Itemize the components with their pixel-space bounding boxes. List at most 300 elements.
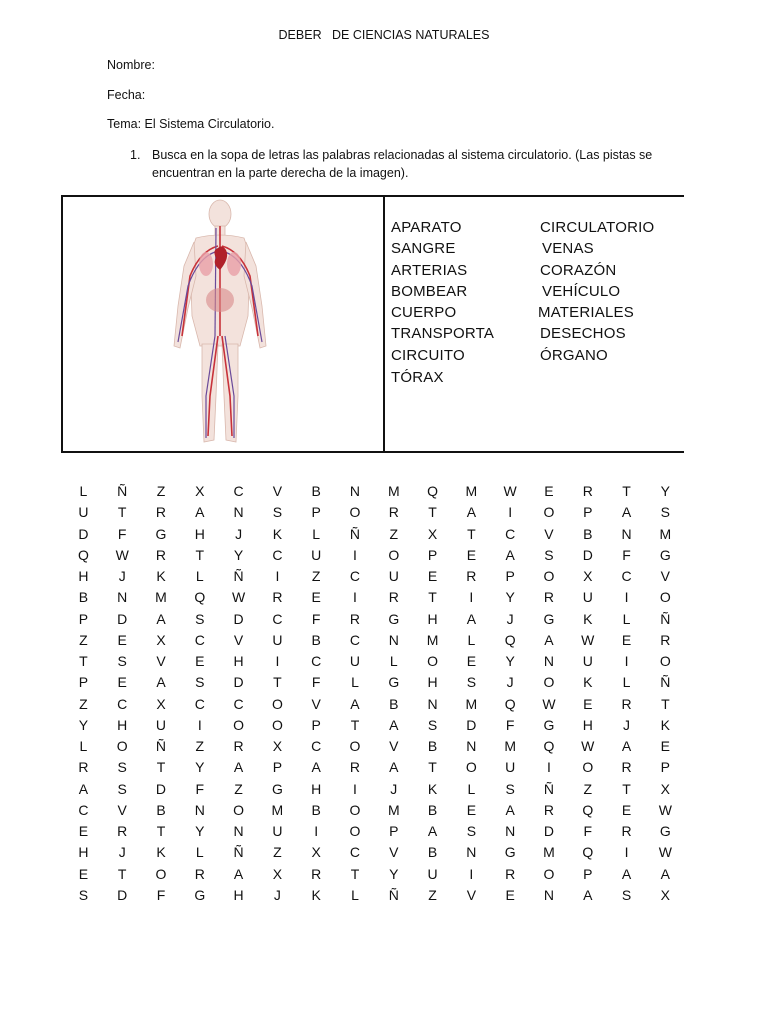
grid-letter[interactable]: N bbox=[466, 738, 477, 754]
grid-letter[interactable]: H bbox=[117, 716, 128, 733]
grid-letter[interactable]: T bbox=[428, 504, 437, 521]
grid-letter[interactable]: K bbox=[272, 525, 283, 542]
grid-letter[interactable]: C bbox=[272, 610, 283, 627]
grid-letter[interactable]: L bbox=[389, 653, 398, 669]
grid-letter[interactable]: P bbox=[583, 865, 593, 882]
grid-letter[interactable]: Ñ bbox=[660, 610, 671, 627]
grid-letter[interactable]: P bbox=[272, 759, 283, 776]
grid-letter[interactable]: R bbox=[505, 865, 516, 882]
grid-letter[interactable]: D bbox=[233, 674, 244, 691]
grid-letter[interactable]: P bbox=[311, 504, 321, 521]
grid-letter[interactable]: T bbox=[622, 483, 631, 499]
grid-letter[interactable]: O bbox=[233, 801, 245, 818]
grid-letter[interactable]: M bbox=[465, 695, 478, 712]
grid-letter[interactable]: E bbox=[466, 801, 477, 818]
grid-letter[interactable]: A bbox=[389, 759, 399, 776]
grid-letter[interactable]: R bbox=[272, 589, 283, 606]
grid-letter[interactable]: V bbox=[660, 568, 671, 584]
grid-letter[interactable]: T bbox=[156, 823, 166, 839]
grid-letter[interactable]: E bbox=[311, 589, 321, 606]
grid-letter[interactable]: Z bbox=[311, 568, 321, 584]
grid-letter[interactable]: E bbox=[583, 695, 593, 712]
grid-letter[interactable]: E bbox=[621, 631, 632, 648]
grid-letter[interactable]: C bbox=[621, 568, 632, 584]
grid-letter[interactable]: T bbox=[195, 546, 205, 563]
grid-letter[interactable]: P bbox=[505, 568, 515, 584]
grid-letter[interactable]: N bbox=[466, 844, 477, 861]
grid-letter[interactable]: E bbox=[78, 865, 89, 882]
grid-letter[interactable]: Ñ bbox=[543, 780, 555, 797]
grid-letter[interactable]: I bbox=[469, 589, 474, 606]
grid-letter[interactable]: N bbox=[349, 483, 361, 499]
grid-letter[interactable]: B bbox=[311, 801, 321, 818]
grid-letter[interactable]: A bbox=[78, 780, 89, 797]
grid-letter[interactable]: O bbox=[155, 865, 167, 882]
grid-letter[interactable]: K bbox=[583, 610, 593, 627]
grid-letter[interactable]: T bbox=[428, 589, 437, 606]
grid-letter[interactable]: S bbox=[195, 610, 205, 627]
grid-letter[interactable]: A bbox=[621, 504, 632, 521]
grid-letter[interactable]: V bbox=[311, 695, 321, 712]
grid-letter[interactable]: O bbox=[543, 568, 555, 584]
grid-letter[interactable]: C bbox=[194, 631, 205, 648]
grid-letter[interactable]: K bbox=[156, 568, 166, 584]
grid-letter[interactable]: E bbox=[117, 631, 127, 648]
grid-letter[interactable]: S bbox=[427, 716, 438, 733]
grid-letter[interactable]: M bbox=[155, 589, 167, 606]
grid-letter[interactable]: O bbox=[349, 801, 361, 818]
grid-letter[interactable]: A bbox=[621, 738, 632, 754]
grid-letter[interactable]: A bbox=[466, 610, 477, 627]
grid-letter[interactable]: D bbox=[117, 886, 128, 903]
grid-letter[interactable]: H bbox=[233, 886, 244, 903]
grid-letter[interactable]: W bbox=[581, 738, 595, 754]
grid-letter[interactable]: Ñ bbox=[349, 525, 361, 542]
grid-letter[interactable]: Q bbox=[504, 631, 516, 648]
grid-letter[interactable]: Y bbox=[660, 483, 671, 499]
grid-letter[interactable]: S bbox=[621, 886, 632, 903]
grid-letter[interactable]: I bbox=[508, 504, 513, 521]
grid-letter[interactable]: W bbox=[658, 801, 672, 818]
grid-letter[interactable]: R bbox=[117, 823, 128, 839]
grid-letter[interactable]: M bbox=[271, 801, 284, 818]
grid-letter[interactable]: S bbox=[117, 780, 127, 797]
grid-letter[interactable]: I bbox=[197, 716, 202, 733]
grid-letter[interactable]: B bbox=[427, 801, 438, 818]
grid-letter[interactable]: Z bbox=[156, 483, 166, 499]
grid-letter[interactable]: C bbox=[505, 525, 516, 542]
grid-letter[interactable]: Z bbox=[428, 886, 437, 903]
grid-letter[interactable]: X bbox=[660, 886, 671, 903]
grid-letter[interactable]: L bbox=[467, 780, 476, 797]
grid-letter[interactable]: G bbox=[388, 610, 400, 627]
grid-letter[interactable]: T bbox=[117, 865, 127, 882]
grid-letter[interactable]: T bbox=[273, 674, 282, 691]
grid-letter[interactable]: H bbox=[233, 653, 244, 669]
grid-letter[interactable]: R bbox=[388, 589, 399, 606]
grid-letter[interactable]: J bbox=[235, 525, 243, 542]
grid-letter[interactable]: G bbox=[659, 546, 671, 563]
grid-letter[interactable]: O bbox=[271, 695, 283, 712]
grid-letter[interactable]: I bbox=[275, 568, 280, 584]
grid-letter[interactable]: Y bbox=[233, 546, 244, 563]
grid-letter[interactable]: A bbox=[583, 886, 593, 903]
grid-letter[interactable]: N bbox=[427, 695, 438, 712]
grid-letter[interactable]: E bbox=[505, 886, 515, 903]
grid-letter[interactable]: H bbox=[427, 610, 438, 627]
grid-letter[interactable]: S bbox=[272, 504, 283, 521]
grid-letter[interactable]: F bbox=[156, 886, 166, 903]
grid-letter[interactable]: Ñ bbox=[233, 844, 244, 861]
grid-letter[interactable]: K bbox=[311, 886, 321, 903]
grid-letter[interactable]: C bbox=[349, 631, 361, 648]
grid-letter[interactable]: R bbox=[621, 823, 632, 839]
grid-letter[interactable]: Y bbox=[505, 589, 515, 606]
grid-letter[interactable]: X bbox=[195, 483, 205, 499]
grid-letter[interactable]: T bbox=[428, 759, 437, 776]
grid-letter[interactable]: A bbox=[466, 504, 477, 521]
grid-letter[interactable]: L bbox=[622, 674, 631, 691]
grid-letter[interactable]: L bbox=[467, 631, 476, 648]
grid-letter[interactable]: U bbox=[582, 653, 593, 669]
grid-letter[interactable]: A bbox=[311, 759, 321, 776]
grid-letter[interactable]: S bbox=[466, 823, 477, 839]
grid-letter[interactable]: C bbox=[117, 695, 128, 712]
grid-letter[interactable]: Y bbox=[195, 823, 205, 839]
grid-letter[interactable]: T bbox=[117, 504, 127, 521]
grid-letter[interactable]: H bbox=[194, 525, 205, 542]
grid-letter[interactable]: P bbox=[389, 823, 399, 839]
grid-letter[interactable]: L bbox=[351, 674, 359, 691]
grid-letter[interactable]: E bbox=[466, 653, 477, 669]
grid-letter[interactable]: L bbox=[79, 483, 88, 499]
grid-letter[interactable]: M bbox=[659, 525, 672, 542]
grid-letter[interactable]: V bbox=[544, 525, 554, 542]
grid-letter[interactable]: O bbox=[349, 738, 361, 754]
grid-letter[interactable]: E bbox=[621, 801, 632, 818]
grid-letter[interactable]: F bbox=[622, 546, 631, 563]
grid-letter[interactable]: S bbox=[660, 504, 671, 521]
grid-letter[interactable]: H bbox=[78, 844, 89, 861]
grid-letter[interactable]: C bbox=[78, 801, 89, 818]
grid-letter[interactable]: R bbox=[349, 610, 361, 627]
grid-letter[interactable]: T bbox=[350, 865, 360, 882]
grid-letter[interactable]: F bbox=[117, 525, 127, 542]
grid-letter[interactable]: G bbox=[194, 886, 206, 903]
grid-letter[interactable]: P bbox=[583, 504, 593, 521]
grid-letter[interactable]: Q bbox=[427, 483, 439, 499]
grid-letter[interactable]: Y bbox=[195, 759, 205, 776]
grid-letter[interactable]: J bbox=[118, 568, 126, 584]
grid-letter[interactable]: Ñ bbox=[660, 674, 671, 691]
grid-letter[interactable]: Z bbox=[583, 780, 593, 797]
grid-letter[interactable]: O bbox=[233, 716, 245, 733]
grid-letter[interactable]: R bbox=[621, 759, 632, 776]
grid-letter[interactable]: W bbox=[115, 546, 129, 563]
grid-letter[interactable]: Z bbox=[234, 780, 243, 797]
grid-letter[interactable]: I bbox=[624, 589, 629, 606]
grid-letter[interactable]: S bbox=[195, 674, 205, 691]
grid-letter[interactable]: U bbox=[505, 759, 516, 776]
grid-letter[interactable]: N bbox=[233, 823, 244, 839]
grid-letter[interactable]: Y bbox=[78, 716, 89, 733]
grid-letter[interactable]: W bbox=[503, 483, 517, 499]
grid-letter[interactable]: I bbox=[353, 780, 357, 797]
grid-letter[interactable]: W bbox=[542, 695, 556, 712]
grid-letter[interactable]: Z bbox=[79, 695, 88, 712]
grid-letter[interactable]: R bbox=[155, 504, 167, 521]
grid-letter[interactable]: L bbox=[79, 738, 88, 754]
grid-letter[interactable]: J bbox=[118, 844, 126, 861]
grid-letter[interactable]: X bbox=[311, 844, 321, 861]
grid-letter[interactable]: U bbox=[78, 504, 89, 521]
grid-letter[interactable]: I bbox=[547, 759, 551, 776]
grid-letter[interactable]: I bbox=[314, 823, 319, 839]
grid-letter[interactable]: T bbox=[622, 780, 631, 797]
grid-letter[interactable]: O bbox=[543, 865, 555, 882]
grid-letter[interactable]: Z bbox=[389, 525, 399, 542]
grid-letter[interactable]: L bbox=[351, 886, 359, 903]
grid-letter[interactable]: C bbox=[272, 546, 283, 563]
grid-letter[interactable]: H bbox=[427, 674, 438, 691]
grid-letter[interactable]: C bbox=[349, 568, 361, 584]
grid-letter[interactable]: R bbox=[660, 631, 671, 648]
grid-letter[interactable]: D bbox=[155, 780, 167, 797]
grid-letter[interactable]: W bbox=[581, 631, 595, 648]
grid-letter[interactable]: Y bbox=[389, 865, 399, 882]
grid-letter[interactable]: V bbox=[233, 631, 244, 648]
grid-letter[interactable]: Q bbox=[194, 589, 206, 606]
grid-letter[interactable]: K bbox=[156, 844, 166, 861]
grid-letter[interactable]: T bbox=[467, 525, 476, 542]
grid-letter[interactable]: F bbox=[583, 823, 593, 839]
grid-letter[interactable]: A bbox=[505, 546, 515, 563]
grid-letter[interactable]: Ñ bbox=[117, 483, 128, 499]
grid-letter[interactable]: G bbox=[388, 674, 400, 691]
grid-letter[interactable]: Q bbox=[543, 738, 555, 754]
grid-letter[interactable]: E bbox=[195, 653, 205, 669]
grid-letter[interactable]: A bbox=[505, 801, 515, 818]
grid-letter[interactable]: B bbox=[583, 525, 593, 542]
grid-letter[interactable]: G bbox=[504, 844, 516, 861]
grid-letter[interactable]: U bbox=[582, 589, 593, 606]
grid-letter[interactable]: P bbox=[660, 759, 671, 776]
grid-letter[interactable]: I bbox=[624, 844, 629, 861]
grid-letter[interactable]: O bbox=[116, 738, 128, 754]
grid-letter[interactable]: N bbox=[621, 525, 632, 542]
grid-letter[interactable]: N bbox=[194, 801, 205, 818]
grid-letter[interactable]: L bbox=[195, 568, 204, 584]
grid-letter[interactable]: Z bbox=[273, 844, 282, 861]
grid-letter[interactable]: A bbox=[156, 610, 166, 627]
grid-letter[interactable]: A bbox=[660, 865, 671, 882]
grid-letter[interactable]: D bbox=[117, 610, 128, 627]
grid-letter[interactable]: C bbox=[233, 483, 244, 499]
grid-letter[interactable]: M bbox=[387, 801, 400, 818]
grid-letter[interactable]: U bbox=[155, 716, 167, 733]
grid-letter[interactable]: H bbox=[311, 780, 322, 797]
grid-letter[interactable]: N bbox=[388, 631, 399, 648]
grid-letter[interactable]: A bbox=[389, 716, 399, 733]
grid-letter[interactable]: V bbox=[389, 738, 399, 754]
grid-letter[interactable]: R bbox=[233, 738, 244, 754]
grid-letter[interactable]: C bbox=[233, 695, 244, 712]
grid-letter[interactable]: N bbox=[233, 504, 244, 521]
grid-letter[interactable]: N bbox=[505, 823, 516, 839]
grid-letter[interactable]: P bbox=[78, 610, 89, 627]
grid-letter[interactable]: I bbox=[275, 653, 280, 669]
grid-letter[interactable]: C bbox=[311, 738, 322, 754]
grid-letter[interactable]: I bbox=[469, 865, 474, 882]
grid-letter[interactable]: L bbox=[312, 525, 321, 542]
grid-letter[interactable]: N bbox=[117, 589, 128, 606]
grid-letter[interactable]: Q bbox=[77, 546, 89, 563]
grid-letter[interactable]: V bbox=[117, 801, 127, 818]
grid-letter[interactable]: G bbox=[271, 780, 283, 797]
grid-letter[interactable]: Ñ bbox=[155, 738, 167, 754]
grid-letter[interactable]: E bbox=[544, 483, 554, 499]
grid-letter[interactable]: Z bbox=[195, 738, 205, 754]
grid-letter[interactable]: O bbox=[349, 504, 361, 521]
grid-letter[interactable]: O bbox=[582, 759, 594, 776]
grid-letter[interactable]: U bbox=[272, 823, 283, 839]
grid-letter[interactable]: A bbox=[350, 695, 360, 712]
grid-letter[interactable]: G bbox=[543, 716, 555, 733]
grid-letter[interactable]: R bbox=[388, 504, 399, 521]
grid-letter[interactable]: O bbox=[543, 504, 555, 521]
grid-letter[interactable]: J bbox=[623, 716, 631, 733]
grid-letter[interactable]: X bbox=[583, 568, 593, 584]
grid-letter[interactable]: R bbox=[349, 759, 361, 776]
grid-letter[interactable]: O bbox=[659, 653, 671, 669]
grid-letter[interactable]: F bbox=[195, 780, 205, 797]
grid-letter[interactable]: C bbox=[311, 653, 322, 669]
grid-letter[interactable]: H bbox=[78, 568, 89, 584]
grid-letter[interactable]: X bbox=[272, 865, 283, 882]
grid-letter[interactable]: E bbox=[117, 674, 127, 691]
grid-letter[interactable]: D bbox=[466, 716, 477, 733]
grid-letter[interactable]: O bbox=[349, 823, 361, 839]
grid-letter[interactable]: X bbox=[660, 780, 671, 797]
grid-letter[interactable]: G bbox=[659, 823, 671, 839]
grid-letter[interactable]: Y bbox=[505, 653, 515, 669]
grid-letter[interactable]: B bbox=[156, 801, 166, 818]
grid-letter[interactable]: R bbox=[194, 865, 205, 882]
grid-letter[interactable]: L bbox=[622, 610, 631, 627]
grid-letter[interactable]: S bbox=[544, 546, 554, 563]
grid-letter[interactable]: R bbox=[155, 546, 167, 563]
grid-letter[interactable]: V bbox=[466, 886, 477, 903]
grid-letter[interactable]: U bbox=[349, 653, 361, 669]
grid-letter[interactable]: F bbox=[311, 674, 321, 691]
grid-letter[interactable]: A bbox=[195, 504, 205, 521]
grid-letter[interactable]: D bbox=[78, 525, 89, 542]
grid-letter[interactable]: G bbox=[543, 610, 555, 627]
grid-letter[interactable]: X bbox=[427, 525, 438, 542]
grid-letter[interactable]: C bbox=[349, 844, 361, 861]
grid-letter[interactable]: D bbox=[582, 546, 593, 563]
grid-letter[interactable]: Ñ bbox=[388, 886, 399, 903]
grid-letter[interactable]: K bbox=[583, 674, 593, 691]
grid-letter[interactable]: A bbox=[233, 865, 244, 882]
grid-letter[interactable]: I bbox=[624, 653, 629, 669]
grid-letter[interactable]: B bbox=[389, 695, 399, 712]
grid-letter[interactable]: Q bbox=[504, 695, 516, 712]
grid-letter[interactable]: A bbox=[621, 865, 632, 882]
grid-letter[interactable]: E bbox=[466, 546, 477, 563]
grid-letter[interactable]: E bbox=[78, 823, 89, 839]
grid-letter[interactable]: S bbox=[117, 653, 127, 669]
grid-letter[interactable]: N bbox=[543, 653, 555, 669]
grid-letter[interactable]: S bbox=[117, 759, 127, 776]
grid-letter[interactable]: R bbox=[543, 801, 555, 818]
grid-letter[interactable]: O bbox=[388, 546, 400, 563]
grid-letter[interactable]: R bbox=[466, 568, 477, 584]
grid-letter[interactable]: J bbox=[273, 886, 281, 903]
grid-letter[interactable]: A bbox=[544, 631, 554, 648]
grid-letter[interactable]: B bbox=[78, 589, 89, 606]
grid-letter[interactable]: M bbox=[387, 483, 400, 499]
grid-letter[interactable]: E bbox=[427, 568, 438, 584]
grid-letter[interactable]: V bbox=[389, 844, 399, 861]
grid-letter[interactable]: M bbox=[504, 738, 516, 754]
grid-letter[interactable]: U bbox=[427, 865, 438, 882]
grid-letter[interactable]: J bbox=[506, 610, 514, 627]
grid-letter[interactable]: A bbox=[156, 674, 166, 691]
grid-letter[interactable]: K bbox=[660, 716, 671, 733]
grid-letter[interactable]: R bbox=[621, 695, 632, 712]
grid-letter[interactable]: M bbox=[465, 483, 478, 499]
grid-letter[interactable]: Ñ bbox=[233, 568, 244, 584]
grid-letter[interactable]: P bbox=[311, 716, 321, 733]
grid-letter[interactable]: M bbox=[426, 631, 439, 648]
grid-letter[interactable]: S bbox=[505, 780, 515, 797]
grid-letter[interactable]: W bbox=[231, 589, 246, 606]
grid-letter[interactable]: T bbox=[350, 716, 360, 733]
grid-letter[interactable]: Q bbox=[582, 844, 594, 861]
grid-letter[interactable]: V bbox=[156, 653, 166, 669]
grid-letter[interactable]: D bbox=[233, 610, 244, 627]
grid-letter[interactable]: U bbox=[272, 631, 283, 648]
grid-letter[interactable]: T bbox=[661, 695, 670, 712]
grid-letter[interactable]: B bbox=[311, 631, 321, 648]
grid-letter[interactable]: X bbox=[156, 695, 166, 712]
grid-letter[interactable]: P bbox=[78, 674, 89, 691]
grid-letter[interactable]: S bbox=[78, 886, 89, 903]
grid-letter[interactable]: B bbox=[427, 738, 438, 754]
grid-letter[interactable]: A bbox=[427, 823, 438, 839]
grid-letter[interactable]: L bbox=[195, 844, 204, 861]
grid-letter[interactable]: N bbox=[543, 886, 555, 903]
grid-letter[interactable]: R bbox=[78, 759, 89, 776]
grid-letter[interactable]: M bbox=[543, 844, 555, 861]
grid-letter[interactable]: R bbox=[543, 589, 555, 606]
grid-letter[interactable]: Z bbox=[79, 631, 88, 648]
grid-letter[interactable]: U bbox=[311, 546, 322, 563]
grid-letter[interactable]: T bbox=[156, 759, 166, 776]
grid-letter[interactable]: J bbox=[390, 780, 398, 797]
grid-letter[interactable]: J bbox=[506, 674, 514, 691]
grid-letter[interactable]: W bbox=[658, 844, 672, 861]
grid-letter[interactable]: F bbox=[505, 716, 515, 733]
grid-letter[interactable]: V bbox=[272, 483, 283, 499]
grid-letter[interactable]: C bbox=[194, 695, 205, 712]
grid-letter[interactable]: D bbox=[543, 823, 555, 839]
grid-letter[interactable]: X bbox=[272, 738, 283, 754]
grid-letter[interactable]: H bbox=[582, 716, 593, 733]
grid-letter[interactable]: T bbox=[79, 653, 88, 669]
grid-letter[interactable]: U bbox=[388, 568, 399, 584]
